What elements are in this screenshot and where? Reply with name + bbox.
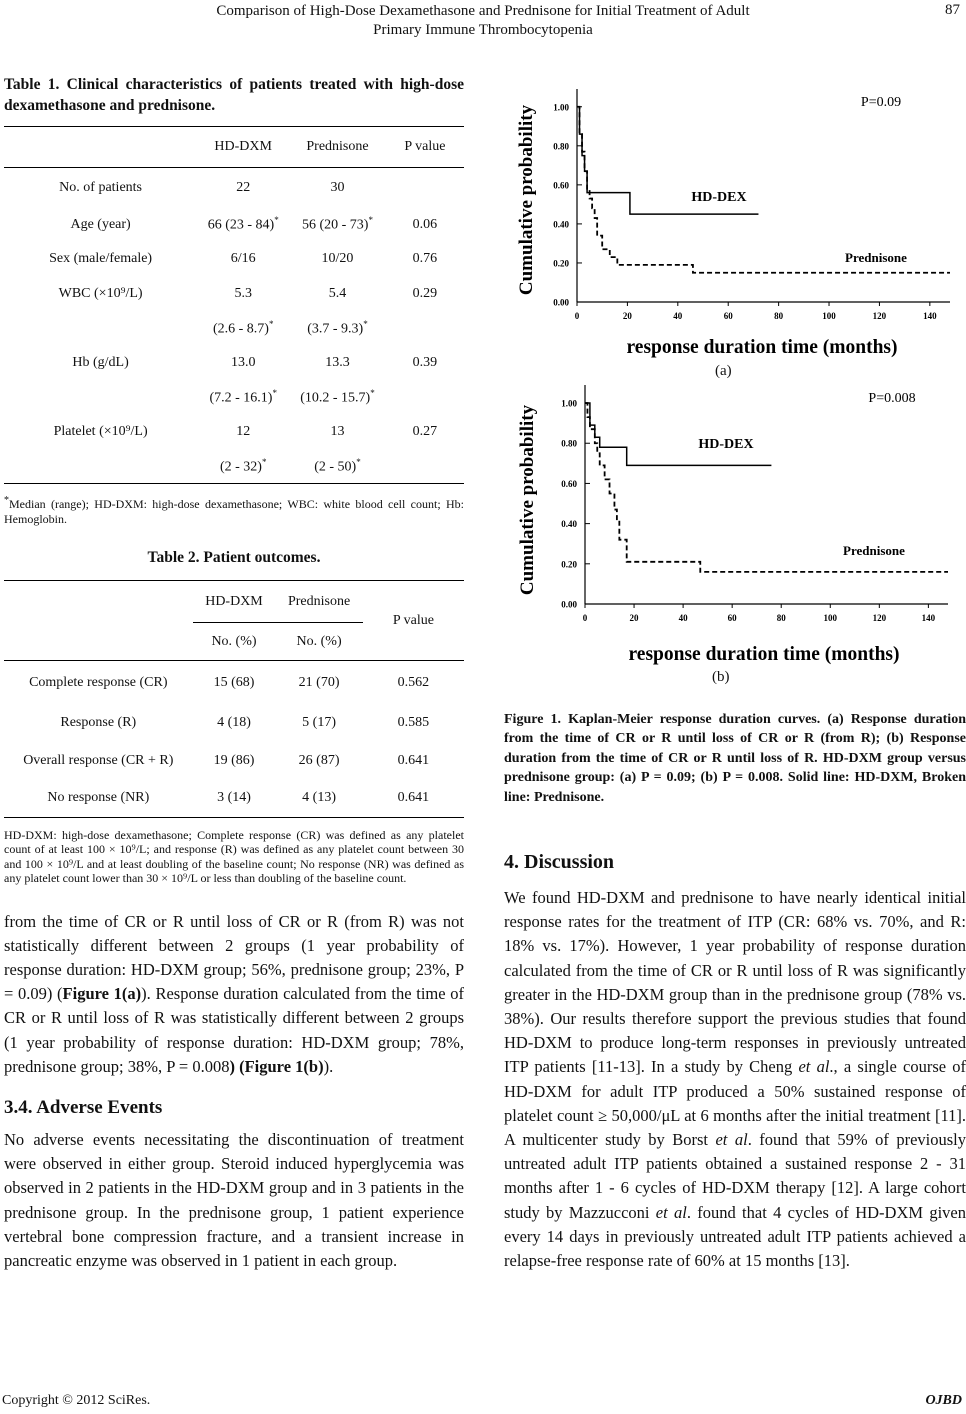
y-tick-label: 0.40 bbox=[553, 219, 569, 230]
figure-1b-reference[interactable]: Figure 1(b) bbox=[244, 1056, 324, 1076]
table1-cell: 13.0 bbox=[230, 354, 256, 370]
table1-cell: 6/16 bbox=[230, 251, 256, 267]
discussion-text-2: ., a single course of HD-DXM for adult ITP produced a 50% sustained response of platelet count ≥ 50,000/μL at 6 months after the initial treatment [11]. A multicenter study by Borst bbox=[504, 1057, 966, 1150]
table1-row bbox=[4, 311, 464, 346]
table1-row bbox=[4, 449, 464, 484]
table1-row bbox=[4, 346, 464, 381]
et-al-3: et al bbox=[655, 1202, 687, 1222]
table1-cell: 0.06 bbox=[412, 216, 438, 232]
results-text-3: ) ( bbox=[229, 1056, 245, 1076]
results-text-2: ). Response duration calculated from the time of CR or R until loss of R was statistically different between 2 groups (1 year probability of response duration: HD-DXM group; 78%, prednisone group; 38%, P = 0.008 bbox=[4, 984, 464, 1076]
table1-header-cell: P value bbox=[404, 139, 446, 154]
x-axis-title: response duration time (months) bbox=[626, 337, 898, 358]
table1-cell bbox=[386, 449, 464, 484]
table2-caption: Table 2. Patient outcomes. bbox=[147, 549, 321, 566]
prednisone-label: Prednisone bbox=[843, 543, 905, 558]
table1-cell: Platelet (×10⁹/L) bbox=[53, 423, 148, 439]
table2-cell: 4 (13) bbox=[302, 790, 336, 805]
table1-row bbox=[4, 277, 464, 312]
x-tick-label: 140 bbox=[921, 613, 936, 623]
table1-cell: No. of patients bbox=[59, 179, 142, 195]
table1-cell: (7.2 - 16.1)* bbox=[209, 387, 277, 406]
table1-cell: 0.76 bbox=[412, 251, 438, 267]
x-tick-label: 140 bbox=[923, 311, 937, 321]
p-value-annotation: P=0.008 bbox=[868, 391, 916, 406]
hd-dex-label: HD-DEX bbox=[698, 437, 754, 452]
table2-cell: Complete response (CR) bbox=[29, 674, 168, 690]
table1-footnote-text: Median (range); HD-DXM: high-dose dexamethasone; WBC: white blood cell count; Hb: Hemoglobin. bbox=[4, 497, 464, 526]
x-tick-label: 120 bbox=[872, 311, 887, 321]
table1-cell bbox=[386, 311, 464, 346]
x-tick-label: 120 bbox=[872, 613, 887, 623]
table1-cell: 0.39 bbox=[412, 354, 438, 370]
figure-label-a: (a) bbox=[715, 363, 732, 379]
table2-cell: 21 (70) bbox=[298, 674, 340, 690]
et-al-2: et al bbox=[715, 1130, 748, 1150]
table2-cell: Overall response (CR + R) bbox=[23, 752, 174, 768]
table1 bbox=[4, 126, 464, 484]
table1-cell bbox=[386, 380, 464, 415]
x-axis-title: response duration time (months) bbox=[628, 644, 900, 665]
table2-cell: Response (R) bbox=[60, 715, 137, 731]
table1-cell: (3.7 - 9.3)* bbox=[307, 318, 368, 337]
table1-cell: 13 bbox=[330, 423, 345, 439]
hd-dex-label: HD-DEX bbox=[691, 190, 747, 205]
table1-row bbox=[4, 208, 464, 243]
table1-cell: 0.27 bbox=[412, 423, 438, 439]
y-tick-label: 0.20 bbox=[553, 258, 569, 269]
table2-row bbox=[4, 780, 464, 818]
table2-cell: 0.562 bbox=[397, 674, 430, 690]
y-tick-label: 1.00 bbox=[561, 398, 577, 409]
left-column bbox=[4, 74, 464, 1273]
discussion-text-1: We found HD-DXM and prednisone to have nearly identical initial response rates for the treatment of ITP (CR: 68% vs. 70%, and R: 18% vs. 17%). However, 1 year probability of response duration calculated from the time of CR or R until loss of R was significantly greater in the HD-DXM group than in the prednisone group (78% vs. 38%). Our results therefore support the previous studies that found HD-DXM to produce long-term responses in previously untreated ITP patients [11-13]. In a study by Cheng bbox=[504, 888, 966, 1077]
table1-cell: 13.3 bbox=[325, 354, 350, 370]
et-al-1: et al bbox=[798, 1057, 830, 1077]
table2-cell: 0.641 bbox=[397, 752, 430, 768]
section-3-4-title: 3.4. Adverse Events bbox=[4, 1096, 163, 1118]
table2-cell: No response (NR) bbox=[47, 790, 150, 805]
table2-head-p: P value bbox=[363, 581, 464, 661]
running-title-line1: Comparison of High-Dose Dexamethasone and Prednisone for Initial Treatment of Adult bbox=[216, 3, 750, 19]
p-value-annotation: P=0.09 bbox=[860, 95, 902, 110]
y-tick-label: 0.00 bbox=[553, 297, 569, 308]
x-tick-label: 40 bbox=[673, 311, 683, 321]
running-header bbox=[0, 2, 966, 40]
x-tick-label: 40 bbox=[678, 613, 688, 623]
prednisone-curve bbox=[577, 107, 950, 273]
table1-caption: Table 1. Clinical characteristics of patients treated with high-dose dexamethasone and prednisone. bbox=[4, 76, 464, 114]
table2-row bbox=[4, 661, 464, 705]
table1-header-cell: Prednisone bbox=[306, 139, 369, 154]
y-tick-label: 0.60 bbox=[561, 478, 577, 489]
table2-cell: 3 (14) bbox=[217, 790, 251, 805]
table1-cell: (10.2 - 15.7)* bbox=[300, 387, 375, 406]
table1-cell: WBC (×10⁹/L) bbox=[58, 285, 143, 301]
x-tick-label: 20 bbox=[622, 311, 632, 321]
table1-cell: 30 bbox=[330, 179, 345, 195]
table1-cell bbox=[4, 311, 197, 346]
figure-1-caption: Figure 1. Kaplan-Meier response duration curves. (a) Response duration from the time of CR or R until loss of CR or R (from R); (b) Response duration from the time of CR or R until loss of R. HD-DXM group versus prednisone group: (a) P = 0.09; (b) P = 0.008. Solid line: HD-DXM, Broken line: Prednisone. bbox=[504, 712, 966, 805]
table1-row bbox=[4, 242, 464, 277]
table1-cell: (2 - 32)* bbox=[219, 456, 267, 475]
prednisone-label: Prednisone bbox=[845, 250, 907, 265]
discussion-text-4: . found that 4 cycles of HD-DXM given every 14 days in previously untreated adult ITP patients achieved a relapse-free response rate of 60% at 15 months [13]. bbox=[504, 1202, 966, 1271]
table1-cell: 12 bbox=[236, 423, 251, 439]
y-tick-label: 0.60 bbox=[553, 180, 569, 191]
table1-cell: Age (year) bbox=[70, 216, 131, 232]
table2-cell: 19 (86) bbox=[213, 752, 255, 768]
results-text-1: from the time of CR or R until loss of CR or R (from R) was not statistically different between 2 groups (1 year probability of response duration: HD-DXM group; 56%, prednisone group; 23%, P = 0.09) ( bbox=[4, 911, 464, 1004]
table2-cell: 0.585 bbox=[397, 715, 430, 731]
table1-cell: 5.4 bbox=[328, 285, 347, 301]
table1-body bbox=[4, 168, 464, 484]
y-tick-label: 0.00 bbox=[561, 599, 577, 610]
table1-row bbox=[4, 415, 464, 450]
table2-body bbox=[4, 661, 464, 818]
page-number: 87 bbox=[945, 2, 960, 18]
table1-cell: 10/20 bbox=[321, 251, 354, 267]
table1-cell: (2 - 50)* bbox=[314, 456, 361, 475]
table2-row bbox=[4, 705, 464, 743]
journal-name: OJBD bbox=[925, 1393, 962, 1408]
table2-cell: 4 (18) bbox=[217, 715, 251, 731]
table2-sub-b: No. (%) bbox=[275, 623, 362, 661]
x-tick-label: 20 bbox=[629, 613, 639, 623]
y-tick-label: 1.00 bbox=[553, 102, 569, 113]
table2-cell: 0.641 bbox=[397, 790, 430, 805]
table1-cell: 22 bbox=[236, 179, 251, 195]
y-tick-label: 0.80 bbox=[553, 141, 569, 152]
table2-head-b: Prednisone bbox=[275, 581, 362, 623]
table1-cell: 0.29 bbox=[412, 285, 438, 301]
table2-cell: 26 (87) bbox=[298, 752, 340, 768]
discussion-text-3: . found that 59% of previously untreated adult ITP patients obtained a sustained response 2 - 31 months after 1 - 6 cycles of HD-DXM therapy [12]. A large cohort study by Mazzucconi bbox=[504, 1130, 966, 1222]
running-title-line2: Primary Immune Thrombocytopenia bbox=[373, 22, 593, 38]
kaplan-meier-chart-b bbox=[512, 378, 966, 668]
x-tick-label: 60 bbox=[727, 613, 737, 623]
y-tick-label: 0.80 bbox=[561, 438, 577, 449]
x-tick-label: 0 bbox=[574, 311, 580, 321]
y-tick-label: 0.20 bbox=[561, 559, 577, 570]
y-tick-label: 0.40 bbox=[561, 519, 577, 530]
kaplan-meier-chart-a bbox=[512, 80, 966, 360]
table1-row bbox=[4, 168, 464, 208]
table1-cell: Hb (g/dL) bbox=[72, 354, 129, 370]
section-4-title: 4. Discussion bbox=[504, 851, 615, 873]
x-tick-label: 80 bbox=[776, 613, 786, 623]
table1-row bbox=[4, 380, 464, 415]
table2-cell: 5 (17) bbox=[302, 715, 336, 731]
results-paragraph bbox=[4, 910, 464, 1079]
table1-cell: Sex (male/female) bbox=[49, 251, 153, 267]
table1-header-cell bbox=[4, 127, 197, 168]
table1-cell bbox=[4, 449, 197, 484]
results-text-4: ). bbox=[323, 1056, 334, 1076]
table1-cell: 66 (23 - 84)* bbox=[207, 215, 279, 234]
table1-cell: 56 (20 - 73)* bbox=[301, 215, 373, 234]
table1-cell bbox=[4, 380, 197, 415]
table2-head-a: HD-DXM bbox=[193, 581, 276, 623]
table1-footnote: *Median (range); HD-DXM: high-dose dexamethasone; WBC: white blood cell count; Hb: Hemoglobin. bbox=[4, 495, 464, 526]
x-tick-label: 0 bbox=[582, 613, 588, 623]
table2-sub-a: No. (%) bbox=[193, 623, 276, 661]
y-axis-title: Cumulative probability bbox=[517, 404, 538, 596]
table1-header-cell: HD-DXM bbox=[214, 139, 272, 154]
y-axis-title: Cumulative probability bbox=[516, 104, 537, 296]
copyright: Copyright © 2012 SciRes. bbox=[2, 1393, 151, 1408]
hd-dex-curve bbox=[585, 403, 771, 465]
discussion-paragraph bbox=[504, 886, 966, 1273]
table1-cell: (2.6 - 8.7)* bbox=[212, 318, 274, 337]
adverse-events-paragraph: No adverse events necessitating the discontinuation of treatment were observed in either group. Steroid induced hyperglycemia was observed in 2 patients in the HD-DXM group and in 3 patients in the prednisone group. In the prednisone group, 1 patient experience vertebral bone compression fracture, and a transient increase in pancreatic enzyme was observed in 1 patient in each group. bbox=[4, 1129, 464, 1270]
table2 bbox=[4, 580, 464, 818]
x-tick-label: 100 bbox=[822, 311, 836, 321]
table2-row bbox=[4, 742, 464, 780]
table1-cell: 5.3 bbox=[234, 285, 252, 301]
figure-1a-reference[interactable]: Figure 1(a) bbox=[62, 984, 142, 1004]
x-tick-label: 100 bbox=[823, 613, 838, 623]
table2-footnote: HD-DXM: high-dose dexamethasone; Complete response (CR) was defined as any platelet count of at least 100 × 10⁹/L; and response (R) was defined as any platelet count between 30 and 100 × 10⁹/L and at least doubling of the baseline count; No response (NR) was defined as any platelet count lower than 30 × 10⁹/L or less than doubling of the baseline count. bbox=[4, 827, 464, 885]
x-tick-label: 60 bbox=[723, 311, 733, 321]
table1-cell bbox=[386, 168, 464, 208]
x-tick-label: 80 bbox=[774, 311, 784, 321]
table2-cell: 15 (68) bbox=[213, 674, 255, 690]
figure-label-b: (b) bbox=[712, 669, 730, 685]
